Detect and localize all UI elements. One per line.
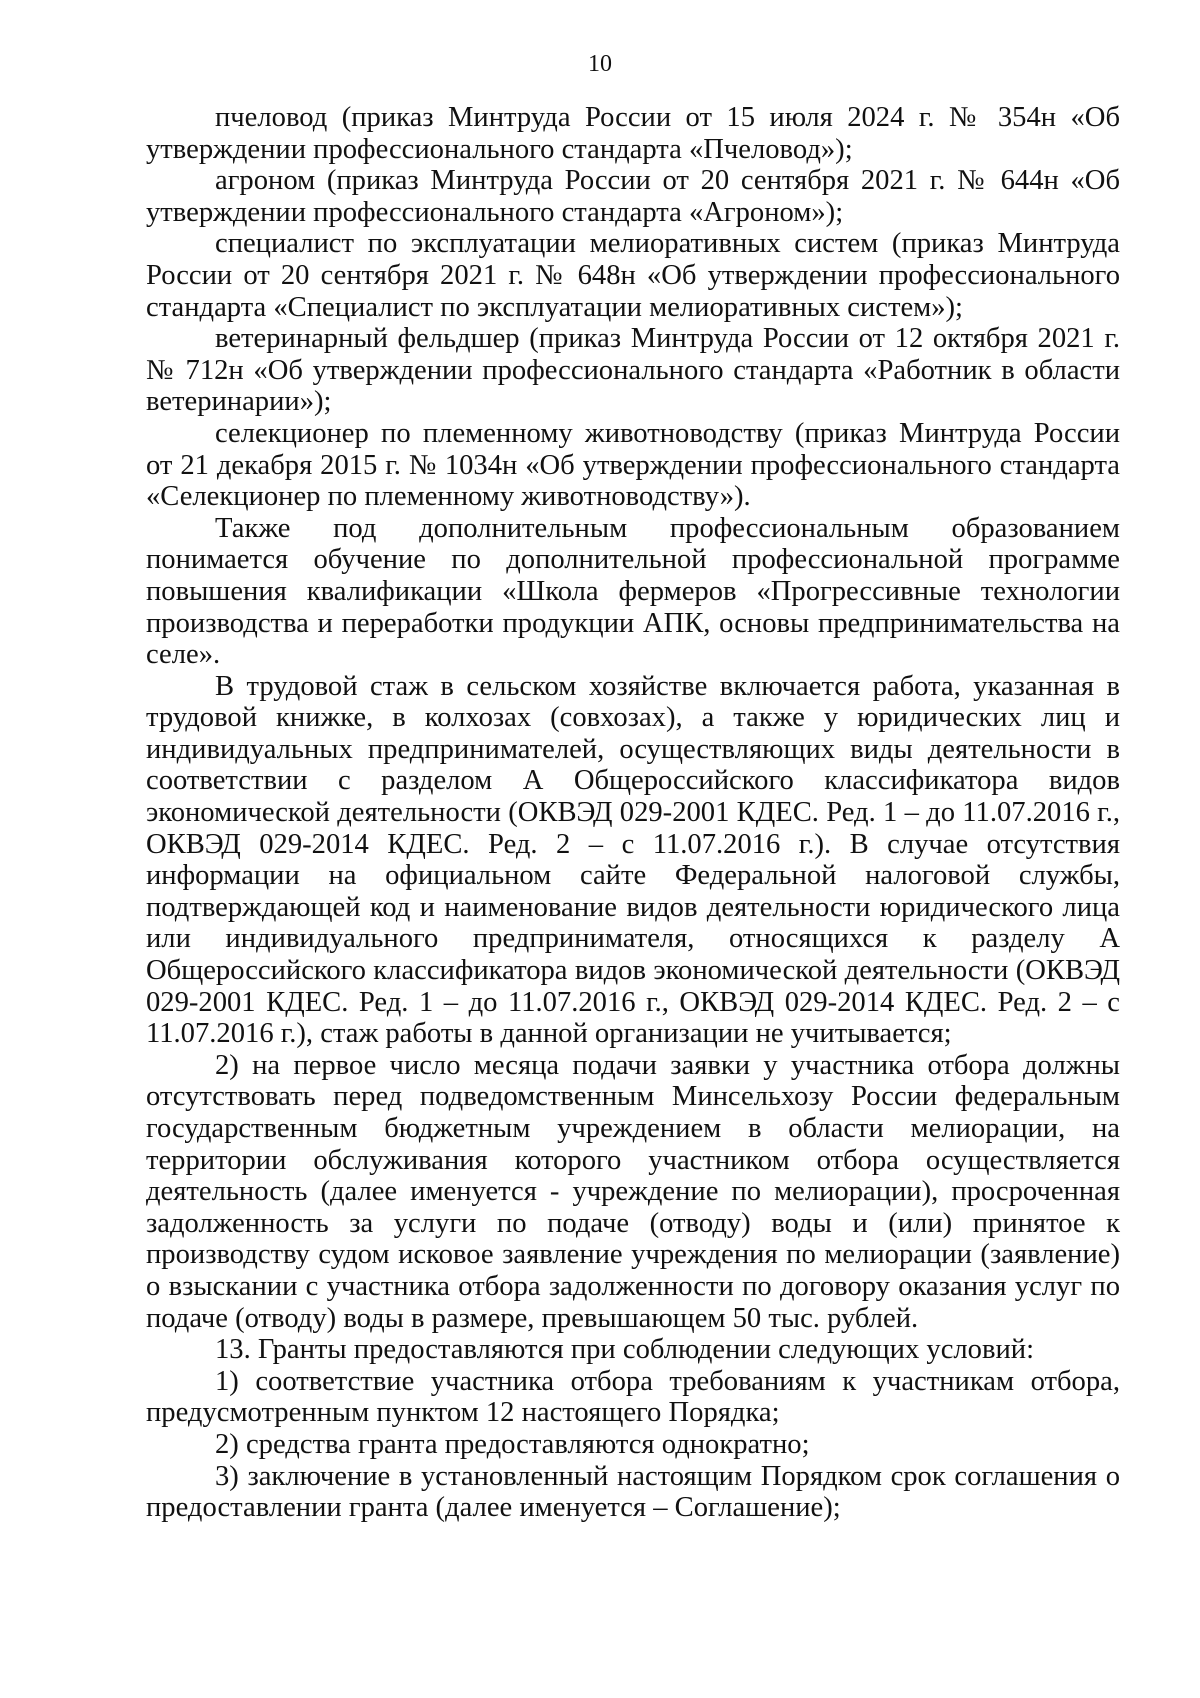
paragraph-item-2-debt-requirement: 2) на первое число месяца подачи заявки у участника отбора должны отсутствовать перед подведомственным Минсельхозу России федеральным государственным бюджетным учреждением в области мелиорации, на территории обслуживания которого участником отбора осуществляется деятельность (далее именуется - учреждение по мелиорации), просроченная задолженность за услуги по подаче (отводу) воды и (или) принятое к производству судом исковое заявление учреждения по мелиорации (заявление) о взыскании с участника отбора задолженности по договору оказания услуг по подаче (отводу) воды в размере, превышающем 50 тыс. рублей. (146, 1049, 1120, 1334)
page-number: 10 (588, 51, 612, 77)
paragraph-condition-1: 1) соответствие участника отбора требованиям к участникам отбора, предусмотренным пунктом 12 настоящего Порядка; (146, 1365, 1120, 1429)
paragraph-condition-2: 2) средства гранта предоставляются однократно; (215, 1428, 810, 1460)
paragraph-melioration-specialist: специалист по эксплуатации мелиоративных систем (приказ Минтруда России от 20 сентября 2021 г. № 648н «Об утверждении профессионального стандарта «Специалист по эксплуатации мелиоративных систем»); (146, 228, 1120, 323)
paragraph-veterinary-paramedic: ветеринарный фельдшер (приказ Минтруда России от 12 октября 2021 г. № 712н «Об утверждении профессионального стандарта «Работник в области ветеринарии»); (146, 323, 1120, 418)
paragraph-section-13-heading: 13. Гранты предоставляются при соблюдении следующих условий: (215, 1334, 1035, 1366)
paragraph-agricultural-work-experience: В трудовой стаж в сельском хозяйстве включается работа, указанная в трудовой книжке, в колхозах (совхозах), а также у юридических лиц и индивидуальных предпринимателей, осуществляющих виды деятельности в соответствии с разделом А Общероссийского классификатора видов экономической деятельности (ОКВЭД 029-2001 КДЕС. Ред. 1 – до 11.07.2016 г., ОКВЭД 029-2014 КДЕС. Ред. 2 – с 11.07.2016 г.). В случае отсутствия информации на официальном сайте Федеральной налоговой службы, подтверждающей код и наименование видов деятельности юридического лица или индивидуального предпринимателя, относящихся к разделу А Общероссийского классификатора видов экономической деятельности (ОКВЭД 029-2001 КДЕС. Ред. 1 – до 11.07.2016 г., ОКВЭД 029-2014 КДЕС. Ред. 2 – с 11.07.2016 г.), стаж работы в данной организации не учитывается; (146, 670, 1120, 1050)
paragraph-condition-3: 3) заключение в установленный настоящим Порядком срок соглашения о предоставлении гранта (далее именуется – Соглашение); (146, 1460, 1120, 1524)
paragraph-agronomist: агроном (приказ Минтруда России от 20 сентября 2021 г. № 644н «Об утверждении профессионального стандарта «Агроном»); (146, 165, 1120, 228)
paragraph-livestock-breeder: селекционер по племенному животноводству (приказ Минтруда России от 21 декабря 2015 г. № 1034н «Об утверждении профессионального стандарта «Селекционер по племенному животноводству»). (146, 417, 1120, 513)
document-body (146, 102, 1120, 1524)
paragraph-additional-education: Также под дополнительным профессиональным образованием понимается обучение по дополнительной профессиональной программе повышения квалификации «Школа фермеров «Прогрессивные технологии производства и переработки продукции АПК, основы предпринимательства на селе». (146, 512, 1120, 671)
paragraph-beekeeper: пчеловод (приказ Минтруда России от 15 июля 2024 г. № 354н «Об утверждении профессионального стандарта «Пчеловод»); (146, 102, 1120, 165)
